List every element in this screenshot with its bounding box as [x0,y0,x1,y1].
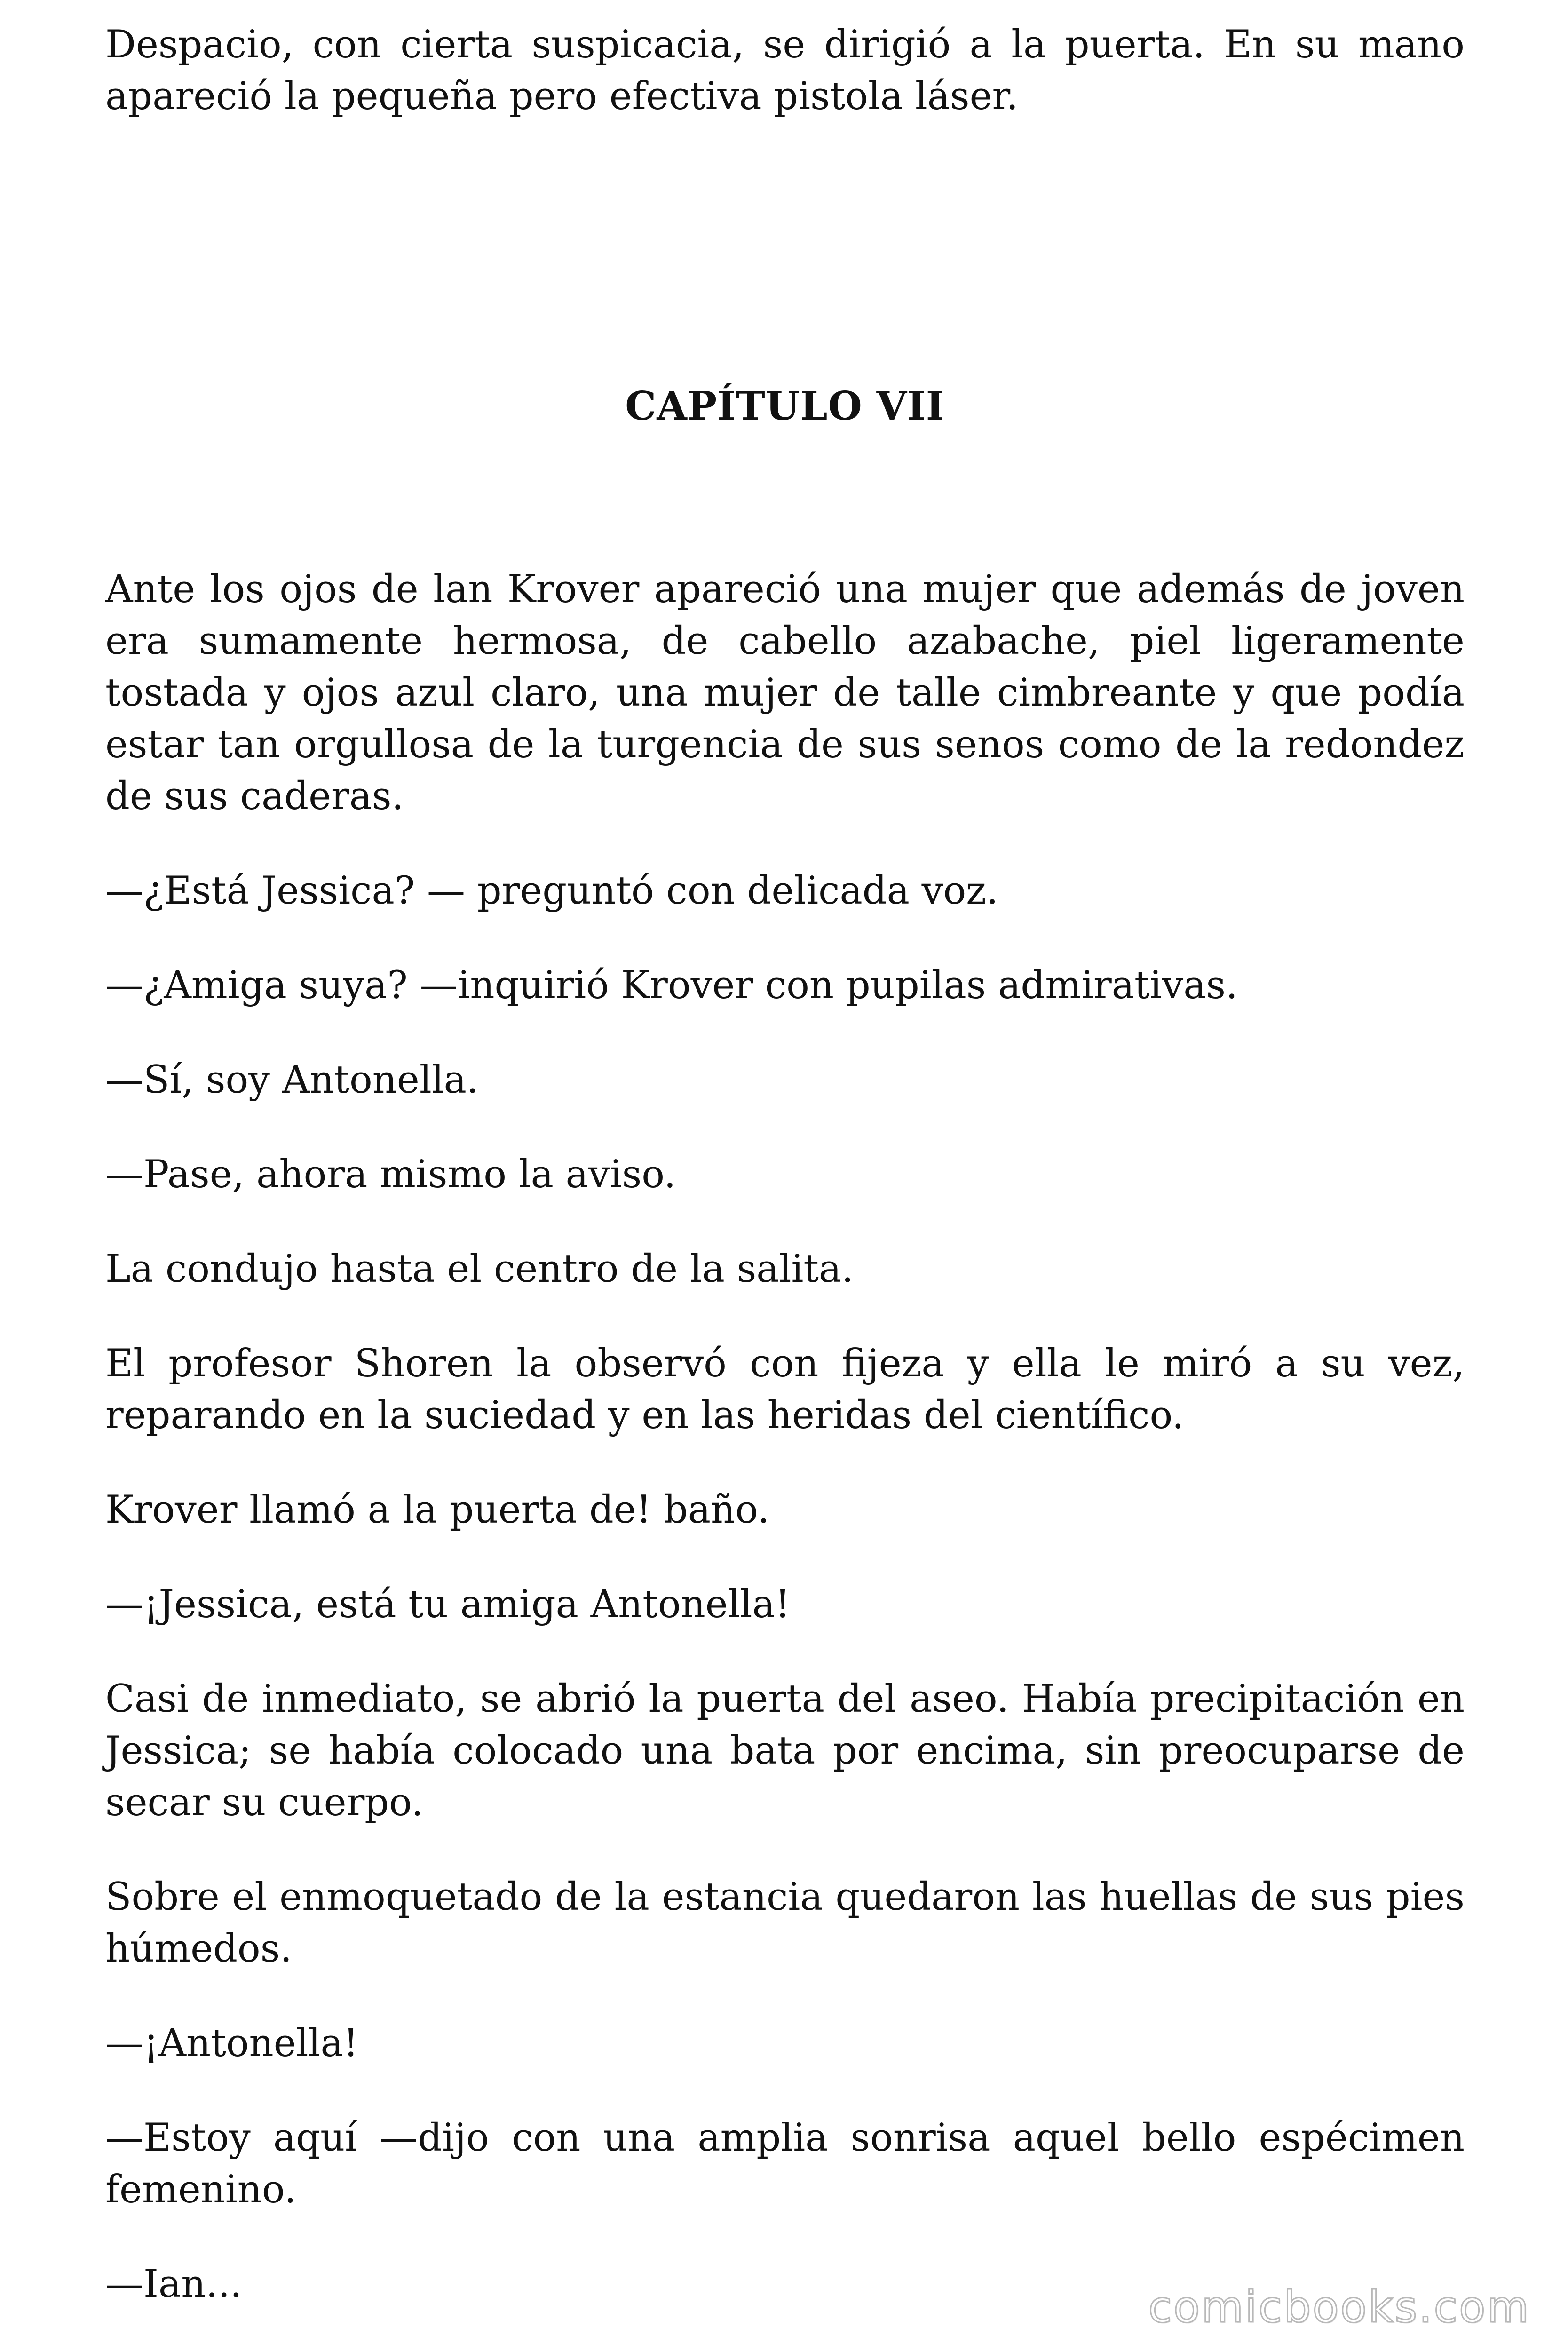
paragraph-1: Ante los ojos de lan Krover apareció una mujer que además de joven era sumamente hermosa, de cabello azabache, piel ligeramente tostada y ojos azul claro, una mujer de talle cimbreante y que podía estar tan orgullosa de la turgencia de sus senos como de la redondez de sus caderas. [105,567,1465,818]
paragraph-4: —Sí, soy Antonella. [105,1058,479,1102]
paragraph-5: —Pase, ahora mismo la aviso. [105,1152,676,1197]
chapter-spacer [105,432,1465,564]
paragraph-3: —¿Amiga suya? —inquirió Krover con pupilas admirativas. [105,963,1238,1008]
paragraph-2: —¿Está Jessica? — preguntó con delicada voz. [105,869,998,913]
chapter-heading: CAPÍTULO VII [625,383,945,429]
paragraph-11: Sobre el enmoquetado de la estancia quedaron las huellas de sus pies húmedos. [105,1875,1465,1971]
paragraph-13: —Estoy aquí —dijo con una amplia sonrisa aquel bello espécimen femenino. [105,2116,1465,2212]
paragraph-6: La condujo hasta el centro de la salita. [105,1247,854,1291]
intro-paragraph: Despacio, con cierta suspicacia, se dirigió a la puerta. En su mano apareció la pequeña pero efectiva pistola láser. [105,23,1465,119]
paragraph-14: —Ian... [105,2262,242,2306]
paragraph-7: El profesor Shoren la observó con fijeza y ella le miró a su vez, reparando en la suciedad y en las heridas del científico. [105,1342,1465,1438]
paragraph-9: —¡Jessica, está tu amiga Antonella! [105,1582,791,1627]
paragraph-10: Casi de inmediato, se abrió la puerta del aseo. Había precipitación en Jessica; se había colocado una bata por encima, sin preocuparse de secar su cuerpo. [105,1677,1465,1825]
paragraph-8: Krover llamó a la puerta de! baño. [105,1488,770,1532]
watermark: comicbooks.com [1148,2282,1530,2332]
paragraph-12: —¡Antonella! [105,2021,359,2066]
book-page [105,19,1465,2352]
